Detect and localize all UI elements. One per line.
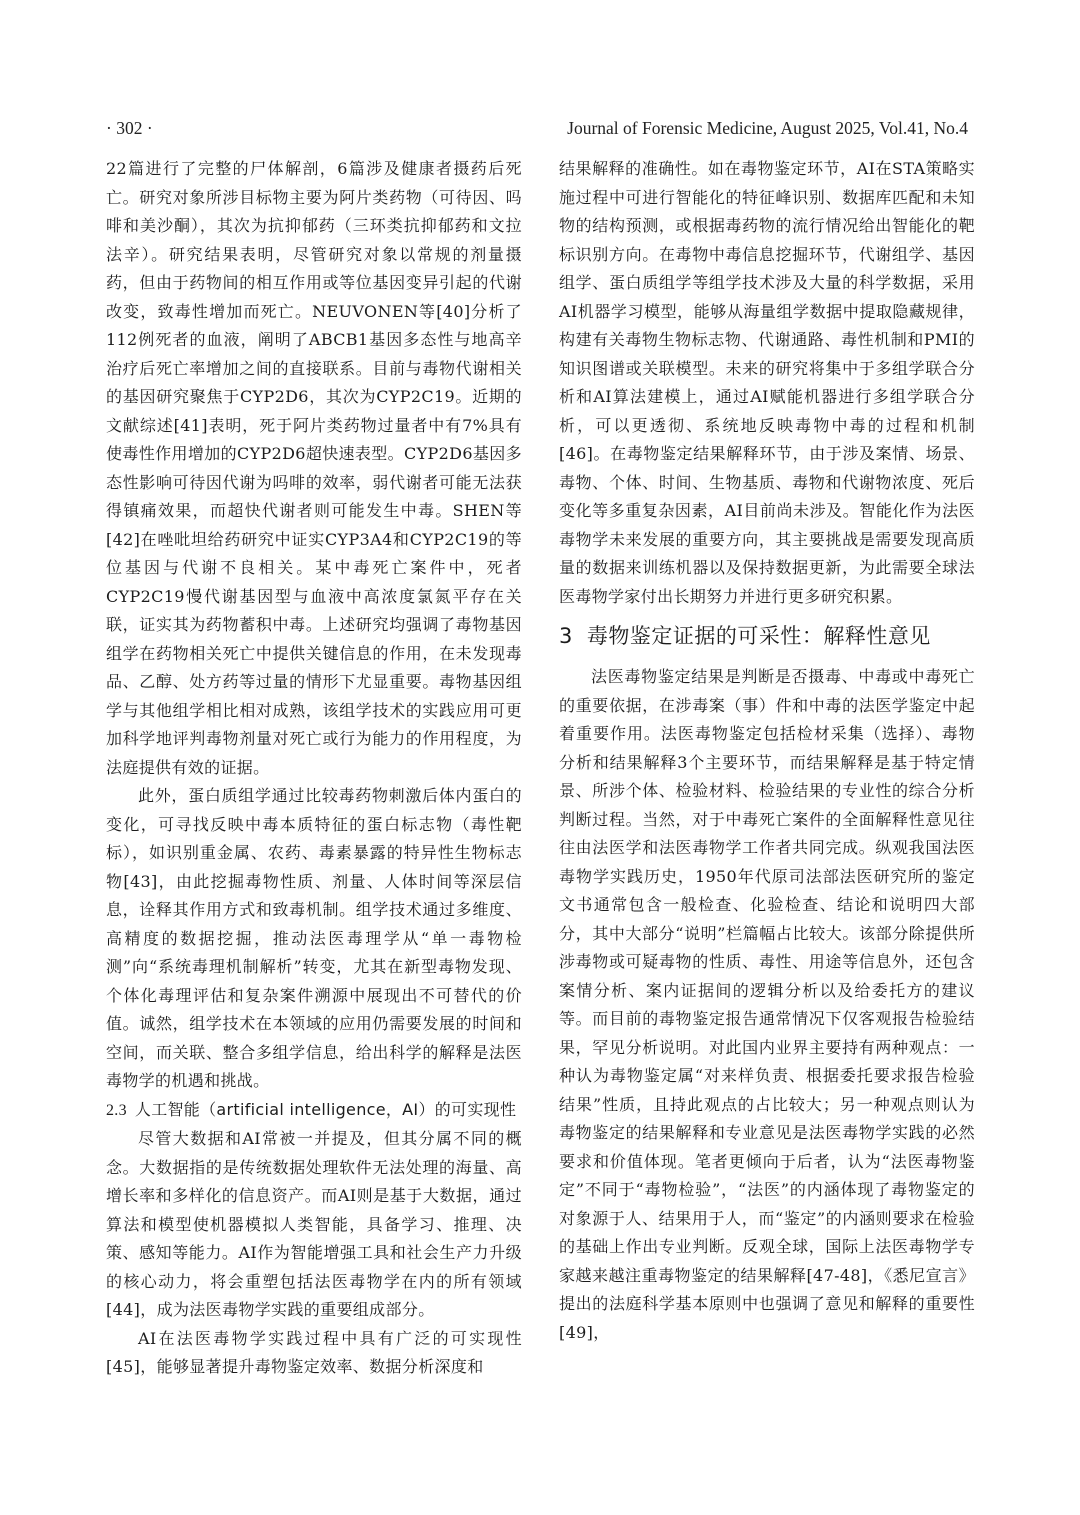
paragraph: AI在法医毒物学实践过程中具有广泛的可实现性[45]，能够显著提升毒物鉴定效率、数据分析深度和 xyxy=(106,1328,522,1376)
journal-citation: Journal of Forensic Medicine, August 2025, Vol.41, No.4 xyxy=(567,118,968,138)
page-number: · 302 · xyxy=(106,118,153,138)
section-title: 人工智能（artificial intelligence，AI）的可实现性 xyxy=(134,1099,517,1119)
section-title: 毒物鉴定证据的可采性：解释性意见 xyxy=(586,624,931,648)
section-heading-2-3 xyxy=(106,1096,522,1126)
paragraph: 法医毒物鉴定结果是判断是否摄毒、中毒或中毒死亡的重要依据，在涉毒案（事）件和中毒的法医学鉴定中起着重要作用。法医毒物鉴定包括检材采集（选择）、毒物分析和结果解释3个主要环节，而结果解释是基于特定情景、所涉个体、检验材料、检验结果的专业性的综合分析判断过程。当然，对于中毒死亡案件的全面解释性意见往往由法医学和法医毒物学工作者共同完成。纵观我国法医毒物学实践历史，1950年代原司法部法医研究所的鉴定文书通常包含一般检查、化验检查、结论和说明四大部分，其中大部分“说明”栏篇幅占比较大。该部分除提供所涉毒物或可疑毒物的性质、毒性、用途等信息外，还包含案情分析、案内证据间的逻辑分析以及给委托方的建议等。而目前的毒物鉴定报告通常情况下仅客观报告检验结果，罕见分析说明。对此国内业界主要持有两种观点：一种认为毒物鉴定属“对来样负责、根据委托要求报告检验结果”性质，且持此观点的占比较大；另一种观点则认为毒物鉴定的结果解释和专业意见是法医毒物学实践的必然要求和价值体现。笔者更倾向于后者，认为“法医毒物鉴定”不同于“毒物检验”，“法医”的内涵体现了毒物鉴定的对象源于人、结果用于人，而“鉴定”的内涵则要求在检验的基础上作出专业判断。反观全球，国际上法医毒物学专家越来越注重毒物鉴定的结果解释[47-48]，《悉尼宣言》提出的法庭科学基本原则中也强调了意见和解释的重要性[49]， xyxy=(559,667,975,1342)
paragraph: 此外，蛋白质组学通过比较毒药物刺激后体内蛋白的变化，可寻找反映中毒本质特征的蛋白标志物（毒性靶标），如识别重金属、农药、毒素暴露的特异性生物标志物[43]，由此挖掘毒物性质、剂量、人体时间等深层信息，诠释其作用方式和致毒机制。组学技术通过多维度、高精度的数据挖掘，推动法医毒理学从“单一毒物检测”向“系统毒理机制解析”转变，尤其在新型毒物发现、个体化毒理评估和复杂案件溯源中展现出不可替代的价值。诚然，组学技术在本领域的应用仍需要发展的时间和空间，而关联、整合多组学信息，给出科学的解释是法医毒物学的机遇和挑战。 xyxy=(106,786,522,1090)
paragraph: 22篇进行了完整的尸体解剖，6篇涉及健康者摄药后死亡。研究对象所涉目标物主要为阿片类药物（可待因、吗啡和美沙酮），其次为抗抑郁药（三环类抗抑郁药和文拉法辛）。研究结果表明，尽管研究对象以常规的剂量摄药，但由于药物间的相互作用或等位基因变异引起的代谢改变，致毒性增加而死亡。NEUVONEN等[40]分析了112例死者的血液，阐明了ABCB1基因多态性与地高辛治疗后死亡率增加之间的直接联系。目前与毒物代谢相关的基因研究聚焦于CYP2D6，其次为CYP2C19。近期的文献综述[41]表明，死于阿片类药物过量者中有7%具有使毒性作用增加的CYP2D6超快速表型。CYP2D6基因多态性影响可待因代谢为吗啡的效率，弱代谢者可能无法获得镇痛效果，而超快代谢者则可能发生中毒。SHEN等[42]在唑吡坦给药研究中证实CYP3A4和CYP2C19的等位基因与代谢不良相关。某中毒死亡案件中，死者CYP2C19慢代谢基因型与血液中高浓度氯氮平存在关联，证实其为药物蓄积中毒。上述研究均强调了毒物基因组学在药物相关死亡中提供关键信息的作用，在未发现毒品、乙醇、处方药等过量的情形下尤显重要。毒物基因组学与其他组学相比相对成熟，该组学技术的实践应用可更加科学地评判毒物剂量对死亡或行为能力的作用程度，为法庭提供有效的证据。 xyxy=(106,159,522,777)
left-column xyxy=(106,155,522,1382)
right-column xyxy=(559,155,975,1347)
section-number: 3 xyxy=(559,624,573,648)
section-heading-3 xyxy=(559,621,975,651)
paragraph: 尽管大数据和AI常被一并提及，但其分属不同的概念。大数据指的是传统数据处理软件无法处理的海量、高增长率和多样化的信息资产。而AI则是基于大数据，通过算法和模型使机器模拟人类智能，具备学习、推理、决策、感知等能力。AI作为智能增强工具和社会生产力升级的核心动力，将会重塑包括法医毒物学在内的所有领域[44]，成为法医毒物学实践的重要组成部分。 xyxy=(106,1129,522,1319)
section-number: 2.3 xyxy=(106,1101,127,1119)
paragraph: 结果解释的准确性。如在毒物鉴定环节，AI在STA策略实施过程中可进行智能化的特征峰识别、数据库匹配和未知物的结构预测，或根据毒药物的流行情况给出智能化的靶标识别方向。在毒物中毒信息挖掘环节，代谢组学、基因组学、蛋白质组学等组学技术涉及大量的科学数据，采用AI机器学习模型，能够从海量组学数据中提取隐藏规律，构建有关毒物生物标志物、代谢通路、毒性机制和PMI的知识图谱或关联模型。未来的研究将集中于多组学联合分析和AI算法建模上，通过AI赋能机器进行多组学联合分析，可以更透彻、系统地反映毒物中毒的过程和机制[46]。在毒物鉴定结果解释环节，由于涉及案情、场景、毒物、个体、时间、生物基质、毒物和代谢物浓度、死后变化等多重复杂因素，AI目前尚未涉及。智能化作为法医毒物学未来发展的重要方向，其主要挑战是需要发现高质量的数据来训练机器以及保持数据更新，为此需要全球法医毒物学家付出长期努力并进行更多研究积累。 xyxy=(559,159,975,606)
page-header xyxy=(106,118,968,144)
